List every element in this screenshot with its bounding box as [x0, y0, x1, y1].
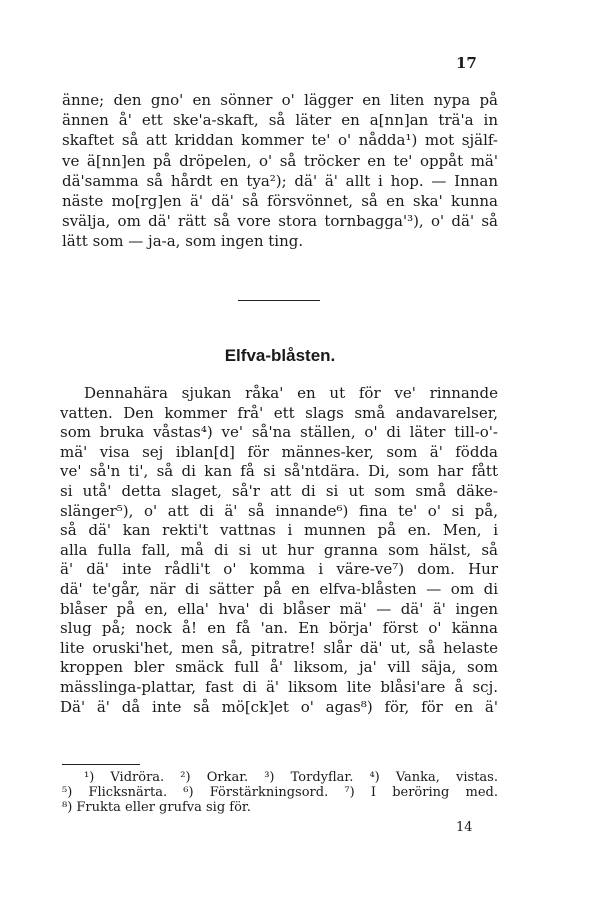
- text-line: Dä' ä' då inte så mö[ck]et o' agas⁸) för, för en ä': [60, 697, 498, 716]
- text-line: alla fulla fall, må di si ut hur granna som hälst, så: [60, 540, 498, 559]
- footnotes: [62, 770, 498, 815]
- text-line: si utå' detta slaget, så'r att di si ut som små däke-: [60, 481, 498, 500]
- text-line: ve ä[nn]en på dröpelen, o' så tröcker en te' oppåt mä': [62, 151, 498, 170]
- text-line: som bruka våstas⁴) ve' så'na ställen, o' di läter till-o'-: [60, 423, 498, 442]
- text-line: ä' dä' inte rådli't o' komma i väre-ve⁷) dom. Hur: [60, 560, 498, 579]
- text-line: mässlinga-plattar, fast di ä' liksom lite blåsi'are å scj.: [60, 677, 498, 696]
- text-line: dä'samma så hårdt en tya²); dä' ä' allt i hop. — Innan: [62, 171, 498, 190]
- text-line: lätt som — ja-a, som ingen ting.: [62, 232, 304, 251]
- text-line: vatten. Den kommer frå' ett slags små andavarelser,: [60, 403, 498, 422]
- page-number: 17: [456, 54, 477, 72]
- text-line: svälja, om dä' rätt så vore stora tornbagga'³), o' dä' så: [62, 212, 498, 231]
- text-line: kroppen bler smäck full å' liksom, ja' vill säja, som: [60, 658, 498, 677]
- section-divider: [238, 300, 320, 301]
- text-line: dä' te'går, när di sätter på en elfva-blåsten — om di: [60, 579, 498, 598]
- text-line: slänger⁵), o' att di ä' så innande⁶) fina te' o' si på,: [60, 501, 498, 520]
- text-line: Dennahära sjukan råka' en ut för ve' rinnande: [84, 384, 498, 402]
- printer-signature: 14: [456, 820, 473, 835]
- text-line: ännen å' ett ske'a-skaft, så läter en a[nn]an trä'a in: [62, 111, 498, 130]
- footnote-rule: [62, 764, 140, 765]
- text-line: skaftet så att kriddan kommer te' o' nådda¹) mot själf-: [62, 131, 498, 150]
- text-line: lite oruski'het, men så, pitratre! slår dä' ut, så helaste: [60, 638, 498, 657]
- text-line: mä' visa sej iblan[d] för männes-ker, som ä' födda: [60, 442, 498, 461]
- section-title: Elfva-blåsten.: [224, 346, 336, 365]
- text-line: blåser på en, ella' hva' di blåser mä' — dä' ä' ingen: [60, 599, 498, 618]
- text-line: änne; den gno' en sönner o' lägger en liten nypa på: [62, 91, 498, 109]
- text-line: ve' så'n ti', så di kan få si så'ntdära. Di, som har fått: [60, 462, 498, 481]
- paragraph-body: [60, 384, 498, 717]
- text-line: näste mo[rg]en ä' dä' så försvönnet, så en ska' kunna: [62, 192, 498, 211]
- text-line: slug på; nock å! en få 'an. En börja' först o' känna: [60, 619, 498, 638]
- paragraph-continuation: [62, 90, 498, 252]
- text-line: så dä' kan rekti't vattnas i munnen på en. Men, i: [60, 521, 498, 540]
- footnote-line: ¹) Vidröra. ²) Orkar. ³) Tordyflar. ⁴) Vanka, vistas.: [84, 770, 498, 785]
- footnote-line: ⁵) Flicksnärta. ⁶) Förstärkningsord. ⁷) I beröring med.: [62, 785, 498, 800]
- footnote-line: ⁸) Frukta eller grufva sig för.: [62, 800, 251, 815]
